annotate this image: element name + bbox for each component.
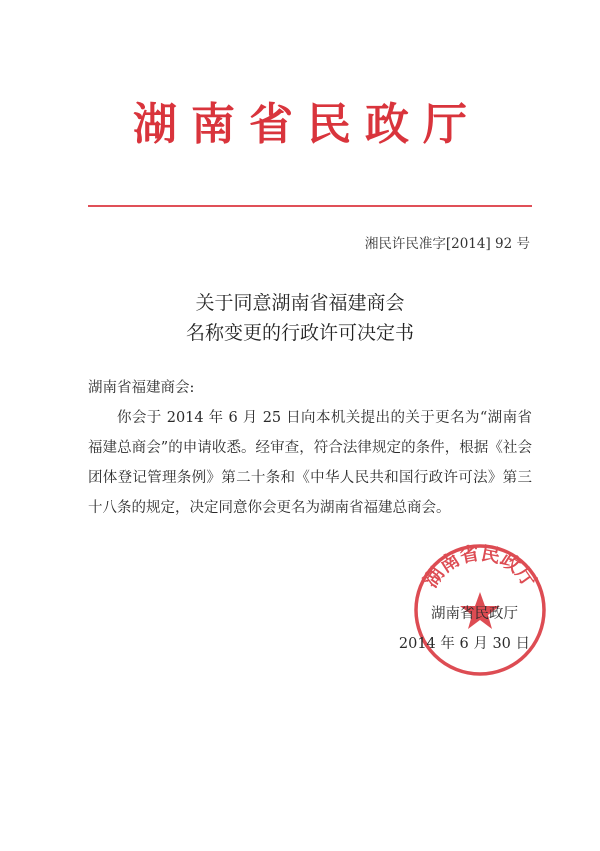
salutation: 湖南省福建商会:	[88, 380, 195, 396]
svg-text:湖南省民政厅	[419, 541, 540, 591]
issue-date: 2014 年 6 月 30 日	[398, 636, 530, 652]
org-header-title: 湖南省民政厅	[133, 99, 481, 150]
document-number: 湘民许民准字[2014] 92 号	[364, 236, 530, 252]
document-title-line-1: 关于同意湖南省福建商会	[195, 292, 405, 314]
issuer-signature: 湖南省民政厅	[431, 606, 518, 622]
seal-text: 湖南省民政厅	[419, 542, 541, 592]
header-red-rule	[88, 205, 532, 207]
body-paragraph: 你会于 2014 年 6 月 25 日向本机关提出的关于更名为“湖南省福建总商会”的申请收悉。经审查，符合法律规定的条件，根据《社会团体登记管理条例》第二十条和《中华人民共和国行政许可法》第三十八条的规定，决定同意你会更名为湖南省福建总商会。	[88, 410, 532, 516]
document-title-line-2: 名称变更的行政许可决定书	[185, 322, 414, 344]
